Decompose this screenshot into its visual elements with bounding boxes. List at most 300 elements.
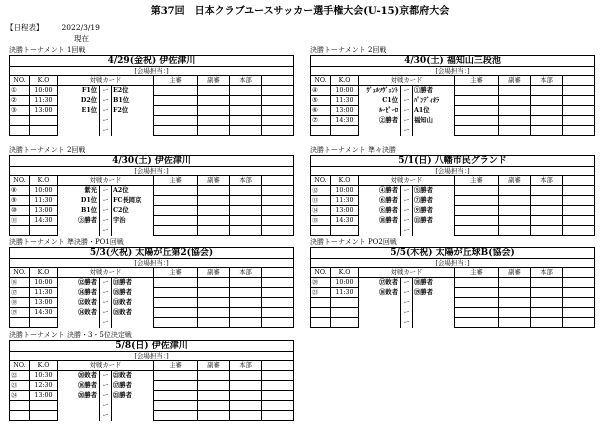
away-team: ⑪勝者 <box>413 216 455 226</box>
kickoff-time <box>331 226 359 236</box>
match-block <box>310 146 594 236</box>
away-team: ⑬敗者 <box>112 298 154 308</box>
referee-cell <box>154 391 198 401</box>
venue-manager: [会場担当：] <box>311 167 595 176</box>
kickoff-time: 12:30 <box>30 381 58 391</box>
versus-mark: ー <box>401 308 413 318</box>
match-no: ⑨ <box>10 196 30 206</box>
extra-cell <box>262 308 294 318</box>
header-no: NO. <box>10 268 30 278</box>
versus-mark: ー <box>401 196 413 206</box>
table-header <box>10 76 294 86</box>
header-ko: K.O <box>331 268 359 278</box>
hq-cell <box>531 116 563 126</box>
away-team: A1位 <box>413 106 455 116</box>
hq-cell <box>230 86 262 96</box>
hq-cell <box>230 216 262 226</box>
extra-cell <box>262 226 294 236</box>
match-no: ② <box>10 96 30 106</box>
extra-cell <box>262 288 294 298</box>
header-referee: 主審 <box>154 361 198 371</box>
referee-cell <box>154 411 198 421</box>
extra-cell <box>563 126 595 136</box>
kickoff-time <box>30 411 58 421</box>
away-team: 宇治 <box>112 216 154 226</box>
header-referee: 主審 <box>455 76 499 86</box>
table-row <box>311 196 595 206</box>
kickoff-time <box>30 116 58 126</box>
referee-cell <box>455 126 499 136</box>
home-team <box>359 318 401 328</box>
away-team: ㉑勝者 <box>112 391 154 401</box>
table-row <box>10 116 294 126</box>
header-no: NO. <box>10 76 30 86</box>
referee-cell <box>154 381 198 391</box>
venue-title: 4/30(土) 伊佐津川 <box>10 156 294 167</box>
table-row <box>311 216 595 226</box>
table-row <box>10 196 294 206</box>
venue-manager: [会場担当：] <box>10 352 294 361</box>
versus-mark: ー <box>100 298 112 308</box>
match-table <box>310 55 595 136</box>
assistant-cell <box>198 308 230 318</box>
home-team <box>359 308 401 318</box>
table-row <box>311 288 595 298</box>
table-row <box>10 278 294 288</box>
venue-title: 5/1(日) 八幡市民グランド <box>311 156 595 167</box>
header-assistant: 副審 <box>198 268 230 278</box>
home-team: F1位 <box>58 86 100 96</box>
header-referee: 主審 <box>455 268 499 278</box>
assistant-cell <box>198 86 230 96</box>
kickoff-time: 11:30 <box>30 196 58 206</box>
table-row <box>10 308 294 318</box>
stage-label: 決勝トーナメント PO2回戦 <box>310 238 397 246</box>
extra-cell <box>563 298 595 308</box>
versus-mark: ー <box>401 186 413 196</box>
venue-manager: [会場担当：] <box>10 259 294 268</box>
versus-mark: ー <box>401 216 413 226</box>
match-no: ⑤ <box>311 96 331 106</box>
header-ko: K.O <box>331 76 359 86</box>
match-no <box>10 401 30 411</box>
hq-cell <box>531 96 563 106</box>
home-team: ﾙｰﾋﾟｰﾛ <box>359 106 401 116</box>
match-block <box>9 238 293 328</box>
hq-cell <box>531 298 563 308</box>
kickoff-time <box>331 126 359 136</box>
match-block <box>310 46 594 136</box>
extra-cell <box>262 391 294 401</box>
home-team: E1位 <box>58 106 100 116</box>
extra-cell <box>563 318 595 328</box>
away-team: 福知山 <box>413 116 455 126</box>
kickoff-time: 13:00 <box>30 206 58 216</box>
header-no: NO. <box>311 268 331 278</box>
table-row <box>311 278 595 288</box>
away-team: FC長岡京 <box>112 196 154 206</box>
header-no: NO. <box>311 76 331 86</box>
extra-cell <box>563 96 595 106</box>
hq-cell <box>531 278 563 288</box>
kickoff-time <box>30 401 58 411</box>
hq-cell <box>531 196 563 206</box>
hq-cell <box>230 196 262 206</box>
match-no: ⑩ <box>10 206 30 216</box>
hq-cell <box>230 381 262 391</box>
versus-mark: ー <box>100 116 112 126</box>
venue-title: 4/29(金祝) 伊佐津川 <box>10 56 294 67</box>
header-blank <box>563 176 595 186</box>
table-row <box>10 318 294 328</box>
match-no: ⑱ <box>10 298 30 308</box>
stage-label: 決勝トーナメント 2回戦 <box>310 46 387 54</box>
match-block <box>9 331 293 421</box>
home-team <box>58 401 100 411</box>
referee-cell <box>154 288 198 298</box>
hq-cell <box>230 401 262 411</box>
away-team: F2位 <box>112 106 154 116</box>
hq-cell <box>230 186 262 196</box>
referee-cell <box>154 298 198 308</box>
home-team: ⑳勝者 <box>58 391 100 401</box>
away-team: B1位 <box>112 96 154 106</box>
table-row <box>10 86 294 96</box>
extra-cell <box>262 186 294 196</box>
venue-manager: [会場担当：] <box>10 167 294 176</box>
kickoff-time: 10:00 <box>331 278 359 288</box>
hq-cell <box>230 308 262 318</box>
referee-cell <box>154 186 198 196</box>
header-referee: 主審 <box>154 76 198 86</box>
table-row <box>311 86 595 96</box>
away-team: A2位 <box>112 186 154 196</box>
match-no: ㉓ <box>10 381 30 391</box>
versus-mark: ー <box>401 226 413 236</box>
assistant-cell <box>198 371 230 381</box>
match-no: ⑥ <box>311 106 331 116</box>
away-team <box>413 298 455 308</box>
header-blank <box>262 176 294 186</box>
home-team <box>58 411 100 421</box>
header-ko: K.O <box>30 176 58 186</box>
header-assistant: 副審 <box>198 176 230 186</box>
header-assistant: 副審 <box>499 268 531 278</box>
away-team <box>112 226 154 236</box>
header-card: 対戦カード <box>58 361 154 371</box>
header-no: NO. <box>10 361 30 371</box>
kickoff-time <box>30 126 58 136</box>
home-team: ⑰敗者 <box>359 278 401 288</box>
extra-cell <box>262 298 294 308</box>
hq-cell <box>531 288 563 298</box>
match-no <box>10 126 30 136</box>
referee-cell <box>154 96 198 106</box>
venue-title: 5/8(日) 伊佐津川 <box>10 341 294 352</box>
extra-cell <box>563 86 595 96</box>
match-block <box>310 238 594 328</box>
home-team: D1位 <box>58 196 100 206</box>
hq-cell <box>531 216 563 226</box>
match-table <box>9 155 294 236</box>
match-no <box>311 298 331 308</box>
away-team <box>413 126 455 136</box>
header-card: 対戦カード <box>58 76 154 86</box>
assistant-cell <box>499 278 531 288</box>
kickoff-time: 13:00 <box>331 106 359 116</box>
match-no <box>10 318 30 328</box>
header-blank <box>563 76 595 86</box>
versus-mark: ー <box>100 186 112 196</box>
extra-cell <box>262 196 294 206</box>
match-no: ③ <box>10 106 30 116</box>
hq-cell <box>531 226 563 236</box>
assistant-cell <box>198 96 230 106</box>
extra-cell <box>262 96 294 106</box>
match-table <box>9 247 294 328</box>
extra-cell <box>262 216 294 226</box>
assistant-cell <box>499 86 531 96</box>
referee-cell <box>455 186 499 196</box>
match-no: ⑰ <box>10 288 30 298</box>
venue-manager: [会場担当：] <box>311 67 595 76</box>
versus-mark: ー <box>100 126 112 136</box>
versus-mark: ー <box>100 411 112 421</box>
home-team: ③勝者 <box>58 216 100 226</box>
referee-cell <box>455 318 499 328</box>
versus-mark: ー <box>100 381 112 391</box>
home-team <box>359 126 401 136</box>
extra-cell <box>262 278 294 288</box>
assistant-cell <box>198 106 230 116</box>
assistant-cell <box>198 278 230 288</box>
referee-cell <box>154 116 198 126</box>
kickoff-time <box>331 318 359 328</box>
venue-manager: [会場担当：] <box>311 259 595 268</box>
home-team: ⑧勝者 <box>359 206 401 216</box>
versus-mark: ー <box>100 318 112 328</box>
home-team: ④勝者 <box>359 186 401 196</box>
table-row <box>10 186 294 196</box>
versus-mark: ー <box>401 126 413 136</box>
as-of-label: 現在 <box>74 34 89 43</box>
table-header <box>311 176 595 186</box>
hq-cell <box>531 318 563 328</box>
versus-mark: ー <box>100 86 112 96</box>
hq-cell <box>531 126 563 136</box>
assistant-cell <box>198 116 230 126</box>
home-team: 紫光 <box>58 186 100 196</box>
kickoff-time <box>30 226 58 236</box>
table-row <box>311 96 595 106</box>
table-row <box>10 96 294 106</box>
hq-cell <box>230 106 262 116</box>
assistant-cell <box>499 196 531 206</box>
header-assistant: 副審 <box>198 361 230 371</box>
versus-mark: ー <box>100 96 112 106</box>
assistant-cell <box>499 216 531 226</box>
kickoff-time: 11:30 <box>331 96 359 106</box>
table-row <box>311 308 595 318</box>
assistant-cell <box>499 106 531 116</box>
versus-mark: ー <box>100 206 112 216</box>
match-no: ⑬ <box>311 196 331 206</box>
away-team <box>112 126 154 136</box>
away-team <box>413 308 455 318</box>
extra-cell <box>262 106 294 116</box>
stage-label: 決勝トーナメント 準々決勝 <box>310 146 396 154</box>
header-hq: 本部 <box>230 361 262 371</box>
header-referee: 主審 <box>154 268 198 278</box>
referee-cell <box>154 318 198 328</box>
away-team <box>112 116 154 126</box>
match-no: ⑫ <box>311 186 331 196</box>
referee-cell <box>455 278 499 288</box>
hq-cell <box>230 371 262 381</box>
match-no <box>311 308 331 318</box>
header-blank <box>563 268 595 278</box>
extra-cell <box>262 116 294 126</box>
extra-cell <box>563 206 595 216</box>
venue-title: 5/5(木祝) 太陽が丘球B(協会) <box>311 248 595 259</box>
table-row <box>311 298 595 308</box>
hq-cell <box>531 86 563 96</box>
home-team <box>58 318 100 328</box>
header-ko: K.O <box>30 268 58 278</box>
header-hq: 本部 <box>531 76 563 86</box>
home-team: ⑫敗者 <box>58 298 100 308</box>
match-no <box>10 116 30 126</box>
match-no <box>10 411 30 421</box>
match-no: ⑪ <box>10 216 30 226</box>
kickoff-time: 10:00 <box>331 186 359 196</box>
header-blank <box>262 76 294 86</box>
extra-cell <box>262 206 294 216</box>
match-no <box>10 226 30 236</box>
away-team: ⑲勝者 <box>413 288 455 298</box>
assistant-cell <box>198 126 230 136</box>
extra-cell <box>262 411 294 421</box>
hq-cell <box>531 308 563 318</box>
hq-cell <box>230 411 262 421</box>
away-team: ①勝者 <box>413 86 455 96</box>
away-team: ⑤勝者 <box>413 186 455 196</box>
referee-cell <box>455 116 499 126</box>
match-no <box>311 318 331 328</box>
stage-label: 決勝トーナメント 1回戦 <box>9 46 86 54</box>
header-blank <box>262 361 294 371</box>
table-header <box>10 268 294 278</box>
match-no: ㉑ <box>311 288 331 298</box>
away-team: E2位 <box>112 86 154 96</box>
away-team: ⑰勝者 <box>112 381 154 391</box>
match-no <box>311 126 331 136</box>
kickoff-time: 14:30 <box>30 216 58 226</box>
match-block <box>9 146 293 236</box>
match-no: ④ <box>311 86 331 96</box>
away-team: ⑨勝者 <box>413 206 455 216</box>
referee-cell <box>455 226 499 236</box>
home-team: ⑩勝者 <box>359 216 401 226</box>
header-card: 対戦カード <box>359 76 455 86</box>
table-row <box>311 126 595 136</box>
versus-mark: ー <box>100 308 112 318</box>
versus-mark: ー <box>100 288 112 298</box>
assistant-cell <box>499 96 531 106</box>
assistant-cell <box>499 308 531 318</box>
table-row <box>311 226 595 236</box>
header-ko: K.O <box>30 361 58 371</box>
referee-cell <box>154 401 198 411</box>
assistant-cell <box>198 411 230 421</box>
away-team <box>112 401 154 411</box>
referee-cell <box>154 196 198 206</box>
referee-cell <box>455 196 499 206</box>
home-team: ⑭勝者 <box>58 288 100 298</box>
schedule-header <box>6 22 118 33</box>
stage-label: 決勝トーナメント 準決勝・PO1回戦 <box>9 238 124 246</box>
referee-cell <box>455 86 499 96</box>
referee-cell <box>154 308 198 318</box>
match-no: ⑯ <box>10 278 30 288</box>
kickoff-time: 13:00 <box>30 106 58 116</box>
assistant-cell <box>198 401 230 411</box>
versus-mark: ー <box>401 278 413 288</box>
versus-mark: ー <box>100 226 112 236</box>
hq-cell <box>230 278 262 288</box>
kickoff-time <box>331 298 359 308</box>
table-header <box>10 176 294 186</box>
header-hq: 本部 <box>531 176 563 186</box>
versus-mark: ー <box>100 196 112 206</box>
assistant-cell <box>198 186 230 196</box>
stage-label: 決勝トーナメント 2回戦 <box>9 146 86 154</box>
table-header <box>311 76 595 86</box>
match-table <box>9 340 294 421</box>
extra-cell <box>563 308 595 318</box>
match-block <box>9 46 293 136</box>
header-no: NO. <box>311 176 331 186</box>
away-team: ⑮敗者 <box>112 308 154 318</box>
kickoff-time: 13:00 <box>30 391 58 401</box>
header-card: 対戦カード <box>359 176 455 186</box>
home-team: ⑥勝者 <box>359 196 401 206</box>
kickoff-time: 13:00 <box>30 298 58 308</box>
venue-title: 4/30(土) 福知山三段池 <box>311 56 595 67</box>
versus-mark: ー <box>401 288 413 298</box>
header-assistant: 副審 <box>499 176 531 186</box>
home-team: ｳﾞｪﾙｿｳﾞｪﾝﾄ <box>359 86 401 96</box>
header-card: 対戦カード <box>359 268 455 278</box>
hq-cell <box>230 298 262 308</box>
header-card: 対戦カード <box>58 176 154 186</box>
header-ko: K.O <box>331 176 359 186</box>
away-team: ⑮勝者 <box>112 288 154 298</box>
hq-cell <box>230 96 262 106</box>
header-hq: 本部 <box>230 176 262 186</box>
away-team <box>112 411 154 421</box>
home-team: ⑯敗者 <box>359 288 401 298</box>
hq-cell <box>230 116 262 126</box>
stage-label: 決勝トーナメント 決勝・3・5位決定戦 <box>9 331 132 339</box>
table-header <box>311 268 595 278</box>
assistant-cell <box>198 206 230 216</box>
page-title: 第37回 日本クラブユースサッカー選手権大会(U-15)京都府大会 <box>150 6 450 17</box>
away-team <box>413 318 455 328</box>
versus-mark: ー <box>401 116 413 126</box>
assistant-cell <box>198 298 230 308</box>
extra-cell <box>262 318 294 328</box>
